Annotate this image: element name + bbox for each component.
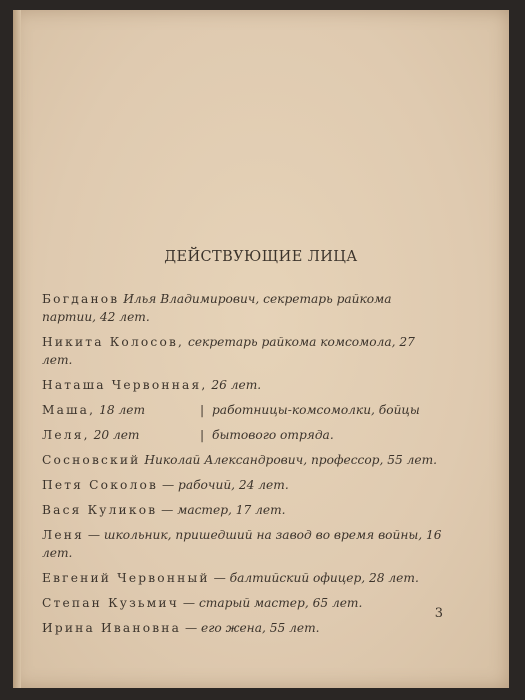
page-heading: ДЕЙСТВУЮЩИЕ ЛИЦА [164,249,358,265]
group-text: бытового отряда. [212,428,334,442]
page-number: 3 [434,606,443,621]
book-page [13,10,509,688]
cast-entry [42,501,442,519]
cast-desc: — его жена, 55 лет. [184,621,320,635]
cast-entry [42,451,442,469]
cast-desc: — школьник, пришедший на завод во время войны, 16 лет. [42,528,442,560]
cast-desc: 26 лет. [211,378,262,392]
cast-list [42,290,442,644]
cast-name: Сосновский [42,453,141,467]
cast-desc: Илья Владимирович, секретарь райкома партии, 42 лет. [42,292,392,324]
cast-desc: Николай Александрович, профессор, 55 лет. [144,453,438,467]
cast-name: Наташа Червонная, [42,378,208,392]
cast-name: Никита Колосов, [42,335,185,349]
cast-desc: — рабочий, 24 лет. [161,478,289,492]
cast-name: Богданов [42,292,120,306]
group-brace: | [199,403,205,417]
cast-entry [42,376,442,394]
cast-entry [42,476,442,494]
group-brace: | [199,428,205,442]
cast-age: 18 лет [99,403,146,417]
cast-name: Вася Куликов [42,503,158,517]
cast-desc: — старый мастер, 65 лет. [182,596,363,610]
cast-desc: — мастер, 17 лет. [161,503,286,517]
cast-entry [42,619,442,637]
group-text: работницы-комсомолки, бойцы [212,403,420,417]
cast-name: Петя Соколов [42,478,159,492]
cast-name: Евгений Червонный [42,571,210,585]
cast-name: Степан Кузьмич [42,596,180,610]
cast-group-row [42,401,442,419]
page-gutter [13,10,21,688]
cast-name: Леля, [42,428,90,442]
cast-age: 20 лет [93,428,140,442]
cast-name: Ирина Ивановна [42,621,182,635]
cast-entry [42,333,442,369]
cast-entry [42,526,442,562]
cast-desc: секретарь райкома комсомола, 27 лет. [42,335,415,367]
cast-name: Маша, [42,403,96,417]
cast-entry [42,290,442,326]
cast-group-row [42,426,442,444]
cast-name: Леня [42,528,84,542]
cast-desc: — балтийский офицер, 28 лет. [213,571,419,585]
cast-entry [42,594,442,612]
cast-entry [42,569,442,587]
